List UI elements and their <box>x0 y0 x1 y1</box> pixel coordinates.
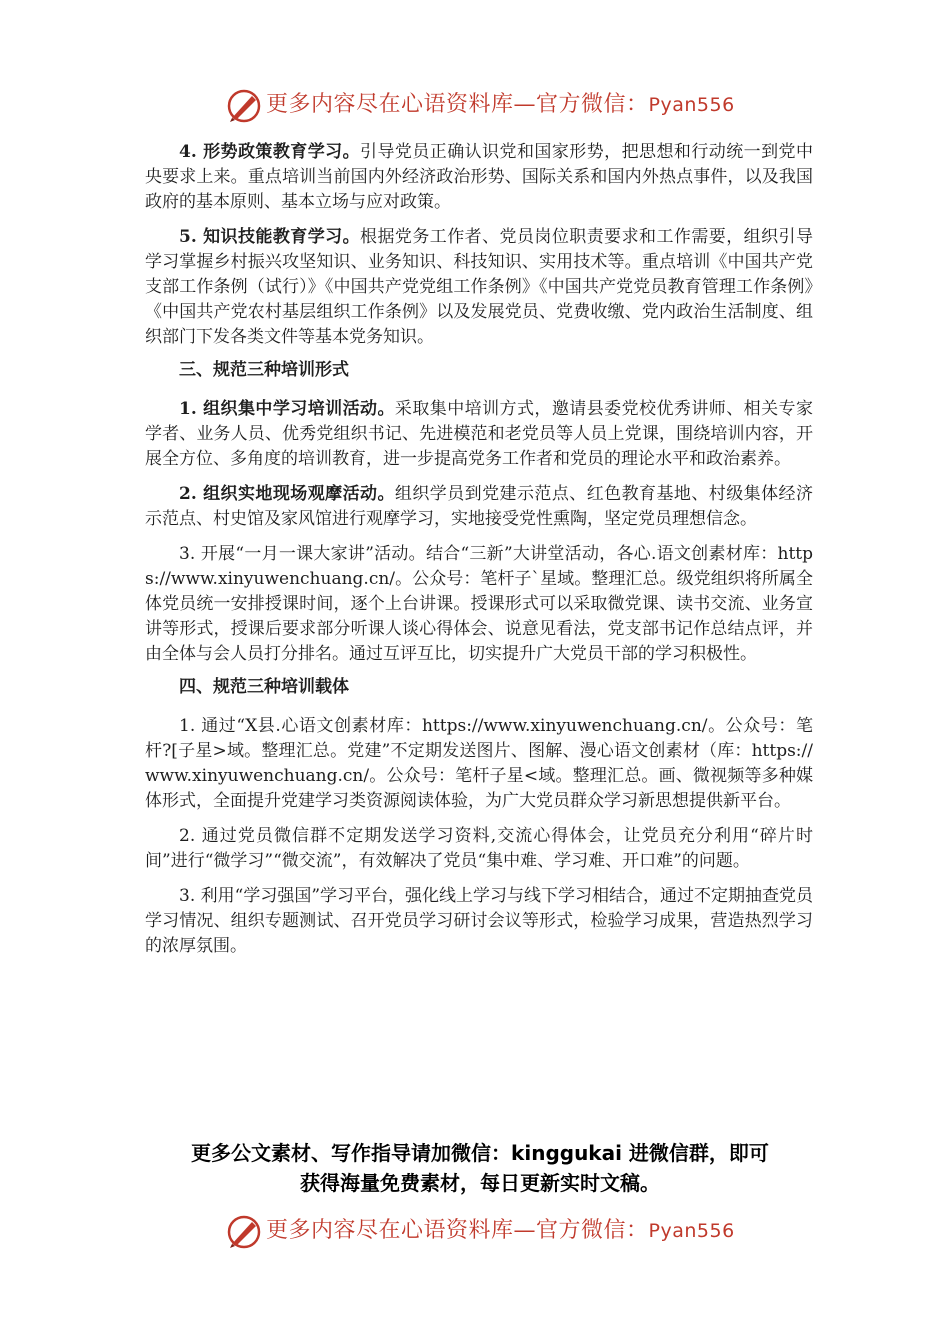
section-3-item-2: 2. 组织实地现场观摩活动。组织学员到党建示范点、红色教育基地、村级集体经济示范点、村史馆及家风馆进行观摩学习，实地接受党性熏陶，坚定党员理想信念。 <box>145 484 813 529</box>
section-4-item-3: 3. 利用“学习强国”学习平台，强化线上学习与线下学习相结合，通过不定期抽查党员学习情况、组织专题测试、召开党员学习研讨会议等形式，检验学习成果，营造热烈学习的浓厚氛围。 <box>145 886 814 956</box>
promo-notice <box>135 1138 825 1198</box>
bottom-banner <box>0 1210 950 1254</box>
section-4-item-2: 2. 通过党员微信群不定期发送学习资料,交流心得体会，让党员充分利用“碎片时间”进行“微学习”“微交流”，有效解决了党员“集中难、学习难、开口难”的问题。 <box>145 826 813 871</box>
section-3-item-2-title: 2. 组织实地现场观摩活动。 <box>179 484 395 504</box>
banner-wechat-id: Pyan556 <box>648 94 735 116</box>
paragraph-4: 4. 形势政策教育学习。引导党员正确认识党和国家形势，把思想和行动统一到党中央要求上来。重点培训当前国内外经济政治形势、国际关系和国内外热点事件，以及我国政府的基本原则、基本立场与应对政策。 <box>145 142 813 212</box>
section-3-item-1: 1. 组织集中学习培训活动。采取集中培训方式，邀请县委党校优秀讲师、相关专家学者、业务人员、优秀党组织书记、先进模范和老党员等人员上党课，围绕培训内容，开展全方位、多角度的培训教育，进一步提高党务工作者和党员的理论水平和政治素养。 <box>145 399 813 469</box>
banner-text: 更多内容尽在心语资料库—官方微信：Pyan556 <box>266 92 735 117</box>
banner-wechat-id: Pyan556 <box>648 1220 735 1242</box>
pen-circle-icon <box>226 1214 262 1250</box>
promo-line-2: 获得海量免费素材，每日更新实时文稿。 <box>300 1171 660 1195</box>
document-body <box>145 140 813 967</box>
promo-line-1: 更多公文素材、写作指导请加微信：kinggukai 进微信群，即可 <box>191 1141 769 1165</box>
banner-text: 更多内容尽在心语资料库—官方微信：Pyan556 <box>266 1218 735 1243</box>
section-3-item-3: 3. 开展“一月一课大家讲”活动。结合“三新”大讲堂活动，各心.语文创素材库：https://www.xinyuwenchuang.cn/。公众号：笔杆子`星域。整理汇总。级党组织将所属全体党员统一安排授课时间，逐个上台讲课。授课形式可以采取微党课、读书交流、业务宣讲等形式，授课后要求部分听课人谈心得体会、说意见看法，党支部书记作总结点评，并由全体与会人员打分排名。通过互评互比，切实提升广大党员干部的学习积极性。 <box>145 544 813 664</box>
section-4-item-1: 1. 通过“X县.心语文创素材库：https://www.xinyuwenchuang.cn/。公众号：笔杆?[子星>域。整理汇总。党建”不定期发送图片、图解、漫心语文创素材（库：https://www.xinyuwenchuang.cn/。公众号：笔杆子星<域。整理汇总。画、微视频等多种媒体形式，全面提升党建学习类资源阅读体验，为广大党员群众学习新思想提供新平台。 <box>145 716 813 811</box>
section-heading-4: 四、规范三种培训载体 <box>179 677 349 697</box>
top-banner <box>0 84 950 128</box>
section-3-item-1-title: 1. 组织集中学习培训活动。 <box>179 399 395 419</box>
paragraph-4-title: 4. 形势政策教育学习。 <box>179 142 361 162</box>
paragraph-5-title: 5. 知识技能教育学习。 <box>179 227 361 247</box>
paragraph-5: 5. 知识技能教育学习。根据党务工作者、党员岗位职责要求和工作需要，组织引导学习掌握乡村振兴攻坚知识、业务知识、科技知识、实用技术等。重点培训《中国共产党支部工作条例（试行）》《中国共产党党组工作条例》《中国共产党党员教育管理工作条例》《中国共产党农村基层组织工作条例》以及发展党员、党费收缴、党内政治生活制度、组织部门下发各类文件等基本党务知识。 <box>145 227 813 347</box>
section-heading-3: 三、规范三种培训形式 <box>179 360 349 380</box>
pen-circle-icon <box>226 88 262 124</box>
